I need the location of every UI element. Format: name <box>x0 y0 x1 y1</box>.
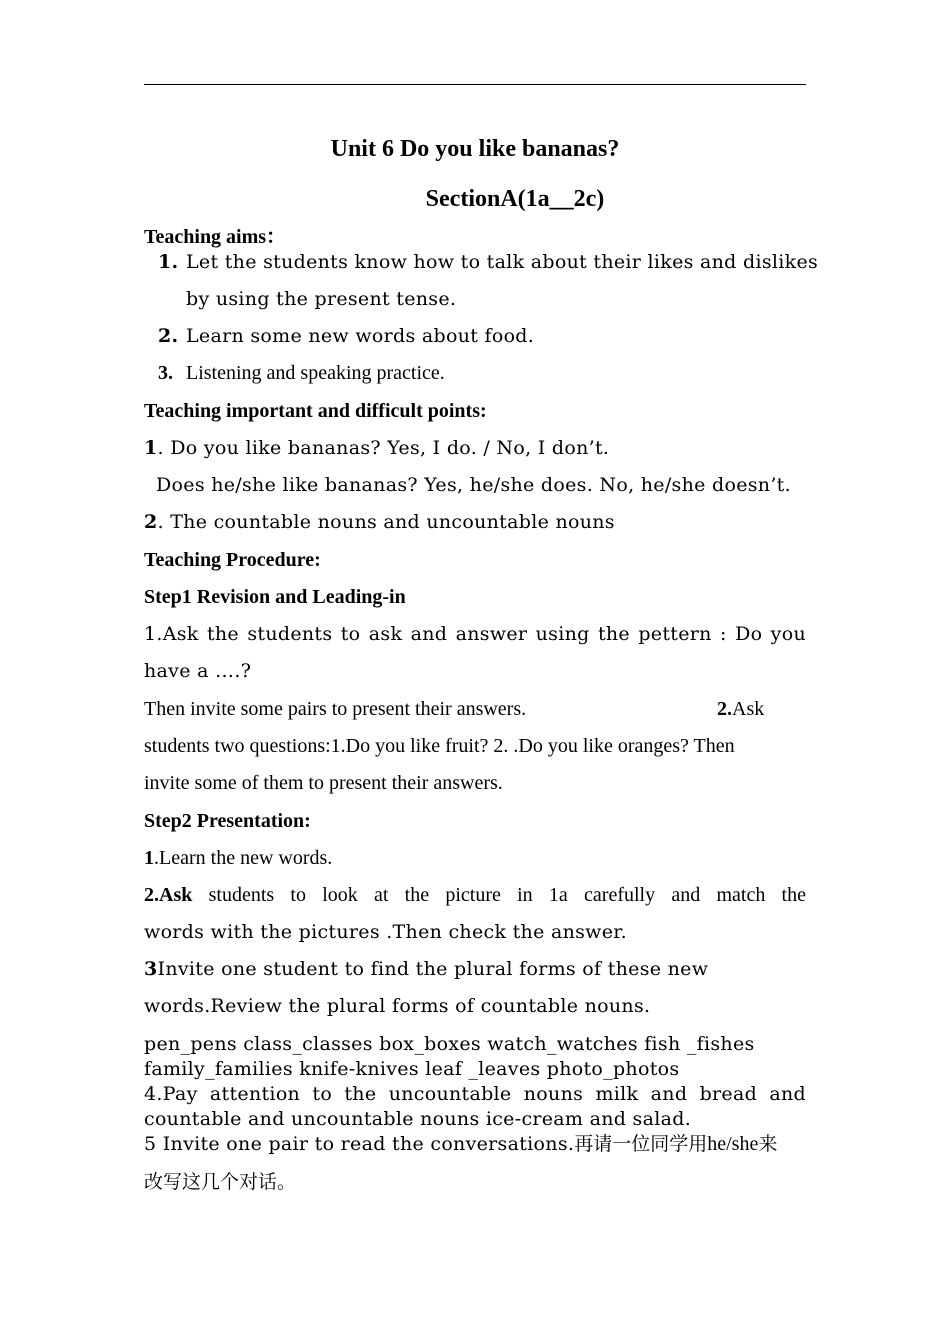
step1-line-5: invite some of them to present their answers. <box>144 772 503 794</box>
point-2 <box>144 510 806 534</box>
aim-text: Let the students know how to talk about their likes and dislikes <box>186 251 819 273</box>
step2-number: 1 <box>144 847 154 869</box>
step2-heading: Step2 Presentation: <box>144 810 311 832</box>
step2-item-2-continued: words with the pictures .Then check the answer. <box>144 921 627 943</box>
aim-number: 3. <box>158 362 173 384</box>
aim-item-1 <box>158 250 819 274</box>
step2-text: Invite one student to find the plural forms of these new <box>157 958 709 980</box>
step2-number: 3 <box>144 958 158 980</box>
aim-number: 1. <box>158 251 179 273</box>
aim-item-3 <box>158 361 820 385</box>
step1-heading: Step1 Revision and Leading-in <box>144 586 406 608</box>
plurals-line-2: family_families knife-knives leaf _leaves photo_photos <box>144 1058 680 1080</box>
points-heading: Teaching important and difficult points: <box>144 400 487 422</box>
step2-text: .Learn the new words. <box>154 847 333 869</box>
plurals-line-1: pen_pens class_classes box_boxes watch_watches fish _fishes <box>144 1033 755 1055</box>
header-rule <box>144 84 806 85</box>
step1-line-1: 1.Ask the students to ask and answer using the pettern : Do you <box>144 623 806 645</box>
step1-number: 2. <box>717 698 732 720</box>
aim-number: 2. <box>158 325 179 347</box>
step1-line-3 <box>144 697 806 721</box>
step2-number: 2.Ask <box>144 884 193 906</box>
step2-item-3-continued: words.Review the plural forms of countable nouns. <box>144 995 651 1017</box>
step2-item-1 <box>144 846 806 870</box>
aims-heading: Teaching aims： <box>144 226 287 248</box>
step2-text: he/she <box>707 1133 759 1155</box>
step1-text: Then invite some pairs to present their answers. <box>144 698 527 720</box>
step2-item-5 <box>144 1132 806 1156</box>
aim-item-1-continued: by using the present tense. <box>186 288 457 310</box>
step2-item-4-continued: countable and uncountable nouns ice-cream and salad. <box>144 1108 692 1130</box>
step2-item-4: 4.Pay attention to the uncountable nouns milk and bread and <box>144 1083 806 1105</box>
point-1 <box>144 436 806 460</box>
step2-text: 5 Invite one pair to read the conversations. <box>144 1133 575 1155</box>
step2-item-2 <box>144 883 806 907</box>
step2-text-chinese: 再请一位同学用 <box>574 1133 708 1155</box>
step2-item-5-continued: 改写这几个对话。 <box>144 1171 297 1193</box>
step1-item-2 <box>717 697 764 721</box>
aim-item-2 <box>158 324 820 348</box>
point-text: . The countable nouns and uncountable nouns <box>157 511 615 533</box>
aim-text: Learn some new words about food. <box>186 325 535 347</box>
step2-item-3 <box>144 957 806 981</box>
point-number: 2 <box>144 511 158 533</box>
aim-text: Listening and speaking practice. <box>186 362 445 384</box>
point-text: . Do you like bananas? Yes, I do. / No, I don’t. <box>157 437 610 459</box>
procedure-heading: Teaching Procedure: <box>144 549 321 571</box>
section-title: SectionA(1a__2c) <box>425 186 605 212</box>
step2-text: students to look at the picture in 1a carefully and match the <box>192 884 806 906</box>
step1-line-4: students two questions:1.Do you like fruit? 2. .Do you like oranges? Then <box>144 735 735 757</box>
page-title: Unit 6 Do you like bananas? <box>330 136 620 162</box>
point-number: 1 <box>144 437 158 459</box>
step1-text: Ask <box>732 698 765 720</box>
point-1-continued: Does he/she like bananas? Yes, he/she does. No, he/she doesn’t. <box>156 474 791 496</box>
step1-line-2: have a ….? <box>144 660 252 682</box>
step2-text-chinese: 来 <box>758 1133 778 1155</box>
